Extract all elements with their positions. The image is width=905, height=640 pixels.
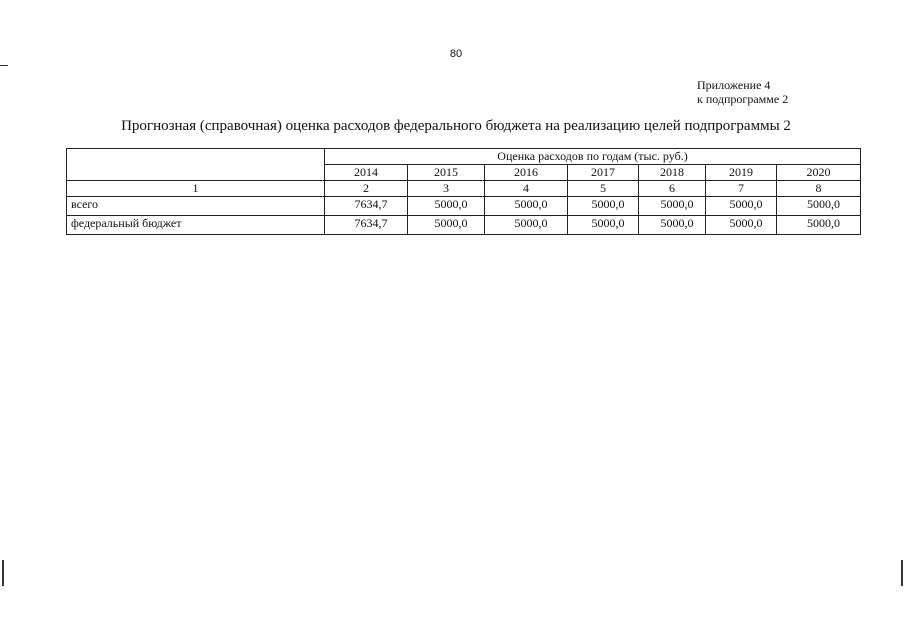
scan-mark-bottom-left [2,560,4,586]
column-number: 8 [777,181,861,197]
column-number: 7 [706,181,777,197]
year-header: 2015 [408,165,485,181]
row-label: всего [67,197,325,216]
column-number: 1 [67,181,325,197]
year-header: 2016 [485,165,568,181]
value-cell: 7634,7 [325,216,408,235]
column-number: 5 [568,181,639,197]
appendix-line-1: Приложение 4 [697,78,771,92]
value-cell: 7634,7 [325,197,408,216]
scan-mark-bottom-right [901,560,903,586]
value-cell: 5000,0 [706,197,777,216]
value-cell: 5000,0 [485,216,568,235]
year-header: 2020 [777,165,861,181]
appendix-note [697,78,788,106]
value-cell: 5000,0 [408,216,485,235]
table-row [67,216,861,235]
value-cell: 5000,0 [568,197,639,216]
value-cell: 5000,0 [639,197,706,216]
table-row [67,197,861,216]
column-number: 3 [408,181,485,197]
year-header: 2018 [639,165,706,181]
row-label: федеральный бюджет [67,216,325,235]
page-number: 80 [449,48,463,60]
column-number: 2 [325,181,408,197]
appendix-line-2: к подпрограмме 2 [697,92,789,106]
year-header: 2017 [568,165,639,181]
value-cell: 5000,0 [639,216,706,235]
table-header-row [67,149,861,165]
column-number: 4 [485,181,568,197]
value-cell: 5000,0 [777,197,861,216]
budget-table [66,148,861,235]
group-header: Оценка расходов по годам (тыс. руб.) [325,149,861,165]
header-empty-cell [67,149,325,181]
value-cell: 5000,0 [777,216,861,235]
scan-mark-top-left [0,65,8,66]
year-header: 2019 [706,165,777,181]
value-cell: 5000,0 [408,197,485,216]
value-cell: 5000,0 [568,216,639,235]
column-number-row [67,181,861,197]
value-cell: 5000,0 [485,197,568,216]
year-header: 2014 [325,165,408,181]
document-title: Прогнозная (справочная) оценка расходов федерального бюджета на реализацию целей подпрограммы 2 [121,118,791,134]
value-cell: 5000,0 [706,216,777,235]
column-number: 6 [639,181,706,197]
